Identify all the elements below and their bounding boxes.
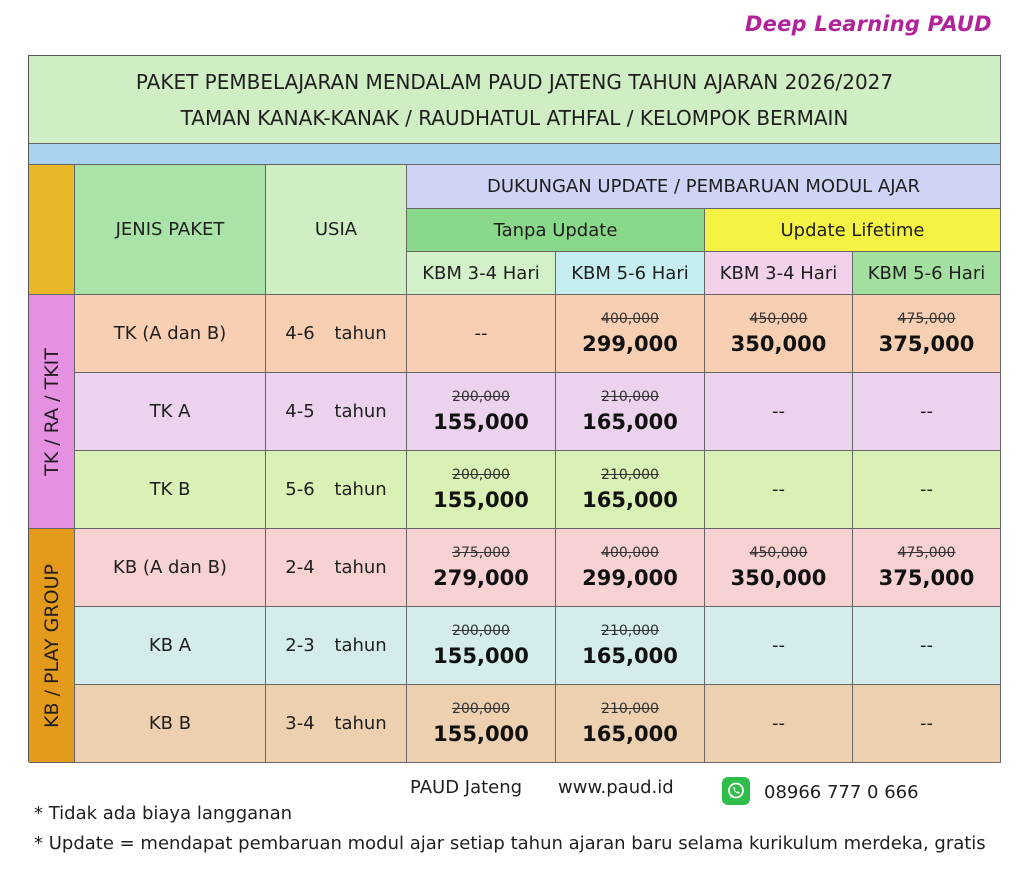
- age-cell: [266, 451, 407, 529]
- price-cell: [407, 295, 556, 373]
- price-cell: [853, 373, 1001, 451]
- discount-price: 165,000: [582, 644, 678, 668]
- price-cell: [407, 685, 556, 763]
- not-available-mark: --: [920, 479, 933, 500]
- not-available-mark: --: [772, 479, 785, 500]
- original-price: 210,000: [601, 701, 659, 717]
- header-usia: USIA: [266, 165, 407, 295]
- footer-org: PAUD Jateng: [410, 777, 523, 798]
- discount-price: 299,000: [582, 332, 678, 356]
- price-cell: [705, 685, 853, 763]
- package-name: KB (A dan B): [113, 557, 227, 578]
- age-range: 5-6 tahun: [285, 479, 387, 500]
- discount-price: 375,000: [878, 332, 975, 356]
- price-cell: [705, 451, 853, 529]
- discount-price: 375,000: [878, 566, 975, 590]
- title-line-2: TAMAN KANAK-KANAK / RAUDHATUL ATHFAL / KELOMPOK BERMAIN: [180, 105, 849, 130]
- table-title: [29, 56, 1001, 144]
- age-cell: [266, 607, 407, 685]
- package-name-cell: [75, 451, 266, 529]
- not-available-mark: --: [474, 323, 488, 344]
- price-cell: [556, 529, 705, 607]
- discount-price: 165,000: [582, 722, 678, 746]
- age-range: 3-4 tahun: [285, 713, 387, 734]
- package-name: TK (A dan B): [113, 323, 227, 344]
- header-kbm-col-2: KBM 5-6 Hari: [556, 252, 705, 295]
- discount-price: 165,000: [582, 410, 678, 434]
- brand-logo-text: Deep Learning PAUD: [745, 12, 992, 36]
- original-price: 450,000: [749, 545, 808, 561]
- age-cell: [266, 373, 407, 451]
- age-cell: [266, 529, 407, 607]
- header-update-lifetime: Update Lifetime: [705, 209, 1001, 252]
- not-available-mark: --: [920, 713, 933, 734]
- original-price: 475,000: [897, 311, 956, 327]
- original-price: 400,000: [601, 545, 659, 561]
- price-cell: [556, 607, 705, 685]
- original-price: 210,000: [601, 389, 659, 405]
- price-cell: [407, 529, 556, 607]
- group-label-tk: [29, 295, 75, 529]
- header-jenis-paket: JENIS PAKET: [75, 165, 266, 295]
- group-label-kb-text: KB / PLAY GROUP: [40, 563, 63, 728]
- not-available-mark: --: [920, 401, 933, 422]
- not-available-mark: --: [772, 401, 785, 422]
- price-cell: [853, 607, 1001, 685]
- discount-price: 350,000: [730, 332, 827, 356]
- price-table: [28, 55, 1001, 762]
- package-name-cell: [75, 373, 266, 451]
- not-available-mark: --: [772, 713, 785, 734]
- footer-note-1: * Tidak ada biaya langganan: [34, 803, 293, 824]
- price-cell: [705, 607, 853, 685]
- group-label-kb: [29, 529, 75, 763]
- package-name: KB A: [148, 635, 192, 656]
- discount-price: 165,000: [582, 488, 678, 512]
- discount-price: 299,000: [582, 566, 678, 590]
- original-price: 210,000: [601, 623, 659, 639]
- age-range: 4-5 tahun: [285, 401, 387, 422]
- original-price: 200,000: [452, 467, 510, 483]
- price-cell: [705, 529, 853, 607]
- original-price: 200,000: [452, 701, 510, 717]
- package-name-cell: [75, 685, 266, 763]
- price-cell: [556, 373, 705, 451]
- group-label-tk-text: TK / RA / TKIT: [40, 347, 63, 476]
- header-side-cell: [29, 165, 75, 295]
- package-name-cell: [75, 295, 266, 373]
- original-price: 450,000: [749, 311, 808, 327]
- package-name-cell: [75, 607, 266, 685]
- original-price: 210,000: [601, 467, 659, 483]
- price-cell: [407, 373, 556, 451]
- discount-price: 350,000: [730, 566, 827, 590]
- package-name: TK A: [149, 401, 191, 422]
- package-name: KB B: [148, 713, 192, 734]
- whatsapp-icon[interactable]: [722, 777, 750, 805]
- title-line-1: PAKET PEMBELAJARAN MENDALAM PAUD JATENG TAHUN AJARAN 2026/2027: [135, 69, 894, 94]
- not-available-mark: --: [920, 635, 933, 656]
- discount-price: 155,000: [433, 644, 529, 668]
- not-available-mark: --: [772, 635, 785, 656]
- package-name-cell: [75, 529, 266, 607]
- price-cell: [705, 373, 853, 451]
- price-cell: [556, 295, 705, 373]
- discount-price: 155,000: [433, 722, 529, 746]
- original-price: 475,000: [897, 545, 956, 561]
- price-cell: [853, 451, 1001, 529]
- price-cell: [407, 451, 556, 529]
- price-cell: [853, 529, 1001, 607]
- price-cell: [705, 295, 853, 373]
- age-range: 2-4 tahun: [285, 557, 387, 578]
- header-tanpa-update: Tanpa Update: [407, 209, 705, 252]
- original-price: 200,000: [452, 389, 510, 405]
- original-price: 375,000: [452, 545, 510, 561]
- age-cell: [266, 685, 407, 763]
- header-dukungan-update: DUKUNGAN UPDATE / PEMBARUAN MODUL AJAR: [407, 165, 1001, 209]
- header-kbm-col-3: KBM 3-4 Hari: [705, 252, 853, 295]
- discount-price: 279,000: [433, 566, 529, 590]
- age-cell: [266, 295, 407, 373]
- footer-website[interactable]: www.paud.id: [558, 777, 674, 798]
- age-range: 2-3 tahun: [285, 635, 387, 656]
- price-cell: [407, 607, 556, 685]
- original-price: 200,000: [452, 623, 510, 639]
- discount-price: 155,000: [433, 410, 529, 434]
- title-separator-band: [29, 144, 1001, 165]
- price-cell: [556, 451, 705, 529]
- price-cell: [853, 295, 1001, 373]
- package-name: TK B: [149, 479, 191, 500]
- header-kbm-col-1: KBM 3-4 Hari: [407, 252, 556, 295]
- price-cell: [853, 685, 1001, 763]
- discount-price: 155,000: [433, 488, 529, 512]
- footer-phone[interactable]: 08966 777 0 666: [764, 782, 919, 803]
- age-range: 4-6 tahun: [285, 323, 387, 344]
- price-cell: [556, 685, 705, 763]
- header-kbm-col-4: KBM 5-6 Hari: [853, 252, 1001, 295]
- original-price: 400,000: [601, 311, 659, 327]
- footer-note-2: * Update = mendapat pembaruan modul ajar setiap tahun ajaran baru selama kurikulum merdeka, gratis: [34, 833, 986, 854]
